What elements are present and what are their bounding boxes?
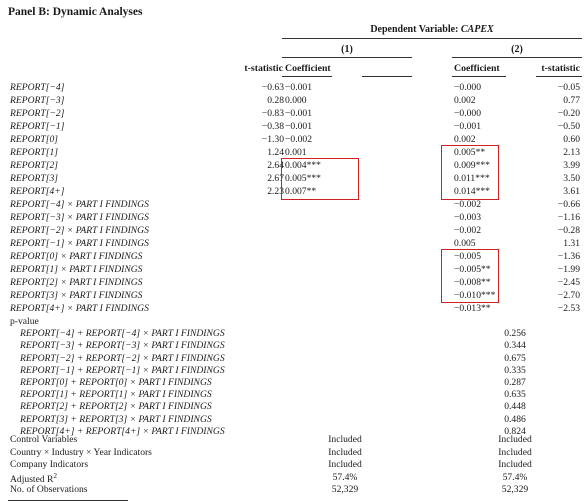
tstat-1: −0.83 — [261, 108, 284, 119]
footer-value-1: 57.4% — [332, 471, 358, 483]
tstat-2: −1.16 — [557, 212, 580, 223]
pvalue-label: REPORT[−3] + REPORT[−3] × PART I FINDINGS — [20, 340, 225, 352]
coef-2: −0.003 — [454, 212, 481, 223]
coef-1: 0.000 — [285, 95, 307, 106]
column-2-coefficient-header: Coefficient — [454, 63, 500, 74]
coef-2: −0.005 — [454, 251, 481, 262]
row-label: REPORT[−3] × PART I FINDINGS — [10, 212, 149, 223]
pvalue-label: REPORT[0] + REPORT[0] × PART I FINDINGS — [20, 377, 212, 388]
pvalue-value: 0.448 — [504, 401, 526, 413]
table-row — [0, 212, 584, 224]
row-label: REPORT[1] × PART I FINDINGS — [10, 264, 143, 275]
pvalue-value: 0.635 — [504, 389, 526, 401]
column-2-rule — [452, 57, 582, 58]
footer-value-1: Included — [328, 434, 362, 445]
pvalue-value: 0.256 — [504, 328, 526, 340]
tstat-2: −0.05 — [557, 82, 580, 93]
tstat-1: −1.30 — [261, 134, 284, 145]
table-row — [0, 303, 584, 315]
tstat-2: −2.53 — [557, 303, 580, 314]
pvalue-heading-row — [0, 316, 584, 328]
footer-label: No. of Observations — [10, 484, 88, 495]
panel-title: Panel B: Dynamic Analyses — [8, 6, 143, 18]
tstat-2: −0.20 — [557, 108, 580, 119]
tstat-1: 2.23 — [267, 186, 284, 197]
coef-2: 0.005 — [454, 238, 476, 249]
footnote-rule — [8, 500, 128, 501]
highlight-box-col2-interaction — [441, 249, 499, 303]
pvalue-row — [0, 414, 584, 426]
pvalue-row — [0, 365, 584, 377]
footer-row — [0, 447, 584, 459]
pvalue-label: REPORT[2] + REPORT[2] × PART I FINDINGS — [20, 401, 212, 413]
tstat-1: −0.38 — [261, 121, 284, 132]
tstat-2: −0.28 — [557, 225, 580, 236]
pvalue-row — [0, 340, 584, 352]
footer-row — [0, 484, 584, 496]
row-label: REPORT[−3] — [10, 95, 65, 106]
row-label: REPORT[−2] — [10, 108, 65, 119]
coef-1: 0.004*** — [285, 160, 321, 171]
row-label: REPORT[2] × PART I FINDINGS — [10, 277, 143, 288]
subheader-rule-1a — [282, 76, 332, 77]
pvalue-row — [0, 377, 584, 389]
pvalue-label: REPORT[−2] + REPORT[−2] × PART I FINDINGS — [20, 352, 225, 364]
footer-value-1: Included — [328, 446, 362, 458]
column-1-tstat-header: t-statistic — [244, 63, 283, 74]
coef-2: 0.009*** — [454, 160, 490, 171]
coef-1: −0.002 — [285, 134, 312, 145]
footer-label: Country × Industry × Year Indicators — [10, 446, 152, 458]
tstat-1: 2.64 — [267, 160, 284, 171]
column-2-number: (2) — [511, 44, 523, 55]
tstat-2: 3.99 — [563, 160, 580, 171]
pvalue-heading: p-value — [10, 316, 39, 327]
table-row — [0, 95, 584, 107]
footer-value-2: Included — [498, 446, 532, 458]
pvalue-value: 0.824 — [504, 425, 526, 437]
coef-2: −0.002 — [454, 225, 481, 236]
row-label: REPORT[0] × PART I FINDINGS — [10, 251, 143, 262]
tstat-2: 2.13 — [563, 147, 580, 158]
row-label: REPORT[3] × PART I FINDINGS — [10, 290, 143, 301]
pvalue-value: 0.675 — [504, 352, 526, 364]
pvalue-label: REPORT[3] + REPORT[3] × PART I FINDINGS — [20, 413, 212, 425]
coef-2: 0.014*** — [454, 186, 490, 197]
dependent-variable-name: CAPEX — [460, 24, 494, 35]
pvalue-value: 0.344 — [504, 340, 526, 352]
tstat-2: −1.36 — [557, 251, 580, 262]
row-label: REPORT[4+] — [10, 186, 65, 197]
row-label: REPORT[0] — [10, 134, 58, 145]
column-1-number: (1) — [341, 44, 353, 55]
pvalue-label: REPORT[1] + REPORT[1] × PART I FINDINGS — [20, 389, 212, 401]
footer-label: Control Variables — [10, 434, 78, 445]
footer-value-1: Included — [328, 459, 362, 470]
tstat-1: −0.63 — [261, 82, 284, 93]
coef-1: −0.001 — [285, 108, 312, 119]
pvalue-row — [0, 389, 584, 401]
table-row — [0, 225, 584, 237]
row-label: REPORT[2] — [10, 160, 58, 171]
row-label: REPORT[−4] × PART I FINDINGS — [10, 199, 149, 210]
tstat-1: 1.24 — [267, 147, 284, 158]
tstat-2: −2.70 — [557, 290, 580, 301]
table-row — [0, 108, 584, 120]
pvalue-label: REPORT[4+] + REPORT[4+] × PART I FINDINGS — [20, 425, 225, 437]
coef-1: −0.001 — [285, 121, 312, 132]
subheader-rule-2a — [452, 76, 506, 77]
subheader-rule-1b — [362, 76, 412, 77]
pvalue-value: 0.287 — [504, 377, 526, 388]
coef-1: 0.005*** — [285, 173, 321, 184]
footer-value-1: 52,329 — [331, 484, 359, 495]
coef-2: 0.005** — [454, 147, 486, 158]
adjusted-r-superscript: 2 — [53, 471, 57, 480]
coef-1: 0.001 — [285, 147, 307, 158]
coef-2: −0.005** — [454, 264, 491, 275]
coef-2: −0.010*** — [454, 290, 496, 301]
tstat-2: −2.45 — [557, 277, 580, 288]
column-1-coefficient-header: Coefficient — [285, 63, 331, 74]
coef-2: −0.013** — [454, 303, 491, 314]
tstat-2: 3.61 — [563, 186, 580, 197]
row-label: REPORT[−4] — [10, 82, 65, 93]
tstat-1: 2.67 — [267, 173, 284, 184]
pvalue-row — [0, 401, 584, 413]
footer-row — [0, 472, 584, 484]
row-label: REPORT[−1] — [10, 121, 65, 132]
highlight-box-col2-main — [441, 145, 499, 200]
coef-2: 0.002 — [454, 134, 476, 145]
footer-label — [10, 472, 57, 485]
column-1-rule — [282, 57, 412, 58]
column-2-tstat-header: t-statistic — [541, 63, 580, 74]
tstat-2: 1.31 — [563, 238, 580, 249]
row-label: REPORT[4+] × PART I FINDINGS — [10, 303, 149, 314]
tstat-2: 3.50 — [563, 173, 580, 184]
row-label: REPORT[−2] × PART I FINDINGS — [10, 225, 149, 236]
table-row — [0, 82, 584, 94]
footer-value-2: Included — [498, 434, 532, 445]
coef-1: 0.007** — [285, 186, 317, 197]
pvalue-row — [0, 353, 584, 365]
table-row — [0, 199, 584, 211]
pvalue-label: REPORT[−4] + REPORT[−4] × PART I FINDINGS — [20, 328, 225, 340]
footer-value-2: Included — [498, 459, 532, 470]
pvalue-value: 0.335 — [504, 364, 526, 376]
tstat-2: 0.77 — [563, 95, 580, 106]
row-label: REPORT[−1] × PART I FINDINGS — [10, 238, 149, 249]
footer-label: Company Indicators — [10, 459, 89, 470]
tstat-1: 0.28 — [267, 95, 284, 106]
footer-row — [0, 434, 584, 446]
coef-2: −0.001 — [454, 121, 481, 132]
dependent-variable-prefix: Dependent Variable: — [370, 24, 461, 35]
row-label: REPORT[1] — [10, 147, 58, 158]
footer-value-2: 52,329 — [501, 484, 529, 495]
coef-2: 0.011*** — [454, 173, 490, 184]
coef-2: −0.000 — [454, 82, 481, 93]
tstat-2: −0.50 — [557, 121, 580, 132]
pvalue-label: REPORT[−1] + REPORT[−1] × PART I FINDINGS — [20, 364, 225, 376]
table-row — [0, 121, 584, 133]
footer-value-2: 57.4% — [502, 471, 528, 483]
pvalue-row — [0, 328, 584, 340]
tstat-2: −1.99 — [557, 264, 580, 275]
header-rule — [282, 38, 582, 39]
dependent-variable-header — [282, 24, 582, 35]
tstat-2: 0.60 — [563, 134, 580, 145]
coef-1: −0.001 — [285, 82, 312, 93]
coef-2: −0.002 — [454, 199, 481, 210]
row-label: REPORT[3] — [10, 173, 58, 184]
tstat-2: −0.66 — [557, 199, 580, 210]
pvalue-value: 0.486 — [504, 413, 526, 425]
footer-row — [0, 459, 584, 471]
adjusted-r-label: Adjusted R — [10, 473, 54, 485]
coef-2: −0.000 — [454, 108, 481, 119]
highlight-box-col1-main — [281, 158, 359, 200]
coef-2: 0.002 — [454, 95, 476, 106]
subheader-rule-2b — [536, 76, 582, 77]
coef-2: −0.008** — [454, 277, 491, 288]
